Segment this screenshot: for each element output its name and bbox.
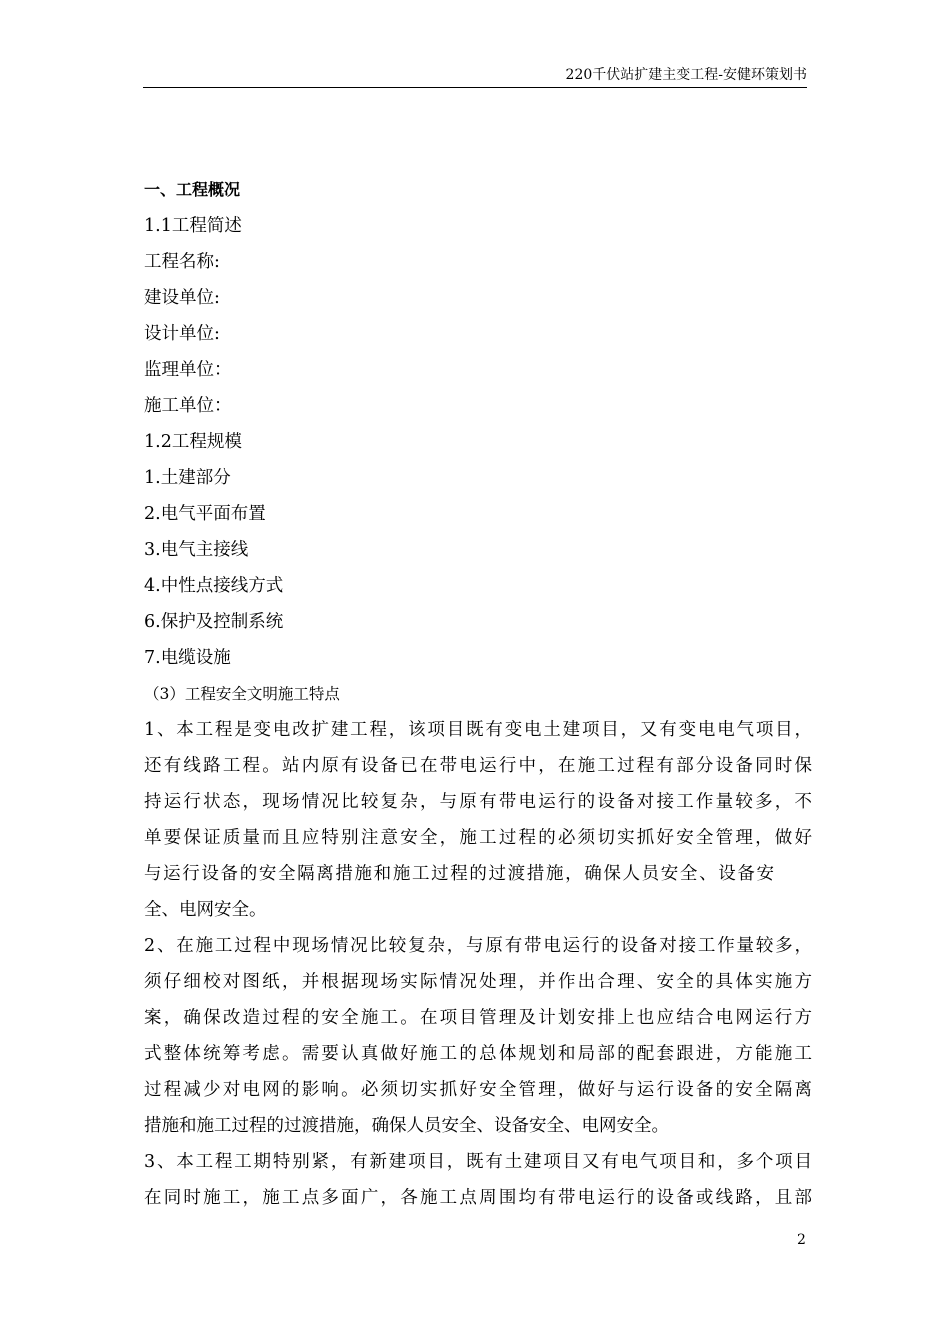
paragraph-line: 2、在施工过程中现场情况比较复杂，与原有带电运行的设备对接工作量较多，: [144, 936, 812, 956]
paragraph-1: [144, 712, 812, 928]
paragraph-line: 式整体统筹考虑。需要认真做好施工的总体规划和局部的配套跟进，方能施工: [144, 1044, 812, 1064]
list-item: 施工单位：: [144, 396, 232, 416]
paragraph-line: 全、电网安全。: [144, 900, 267, 920]
list-item: 3.电气主接线: [144, 540, 249, 560]
page-header: 220千伏站扩建主变工程-安健环策划书: [565, 67, 807, 83]
page-number: 2: [797, 1232, 806, 1248]
paragraph-line: 措施和施工过程的过渡措施，确保人员安全、设备安全、电网安全。: [144, 1116, 669, 1136]
paragraph-3: [144, 1144, 812, 1216]
list-item: 6.保护及控制系统: [144, 612, 284, 632]
list-item: 监理单位：: [144, 360, 232, 380]
paragraph-line: 须仔细校对图纸，并根据现场实际情况处理，并作出合理、安全的具体实施方: [144, 972, 812, 992]
paragraph-line: 与运行设备的安全隔离措施和施工过程的过渡措施，确保人员安全、设备安: [144, 864, 774, 884]
section-heading: 一、工程概况: [144, 180, 241, 199]
paragraph-2: [144, 928, 812, 1144]
list-item: 1.1工程简述: [144, 216, 242, 236]
list-item: 7.电缆设施: [144, 648, 231, 668]
subheading: （3）工程安全文明施工特点: [144, 685, 340, 703]
list-item: 1.土建部分: [144, 468, 231, 488]
list-item: 2.电气平面布置: [144, 504, 266, 524]
list-item: 工程名称:: [144, 252, 220, 272]
paragraph-line: 还有线路工程。站内原有设备已在带电运行中，在施工过程有部分设备同时保: [144, 756, 812, 776]
list-item: 设计单位:: [144, 324, 220, 344]
list-item: 1.2工程规模: [144, 432, 242, 452]
header-divider: [143, 87, 807, 88]
paragraph-line: 案，确保改造过程的安全施工。在项目管理及计划安排上也应结合电网运行方: [144, 1008, 812, 1028]
list-item: 4.中性点接线方式: [144, 576, 284, 596]
paragraph-line: 在同时施工，施工点多面广，各施工点周围均有带电运行的设备或线路，且部: [144, 1188, 812, 1208]
list-item: 建设单位:: [144, 288, 220, 308]
paragraph-line: 过程减少对电网的影响。必须切实抓好安全管理，做好与运行设备的安全隔离: [144, 1080, 812, 1100]
paragraph-line: 单要保证质量而且应特别注意安全，施工过程的必须切实抓好安全管理，做好: [144, 828, 812, 848]
page-content: [144, 172, 812, 1216]
paragraph-line: 3、本工程工期特别紧，有新建项目，既有土建项目又有电气项目和，多个项目: [144, 1152, 812, 1172]
paragraph-line: 1、本工程是变电改扩建工程，该项目既有变电土建项目，又有变电电气项目，: [144, 720, 812, 740]
paragraph-line: 持运行状态，现场情况比较复杂，与原有带电运行的设备对接工作量较多，不: [144, 792, 812, 812]
